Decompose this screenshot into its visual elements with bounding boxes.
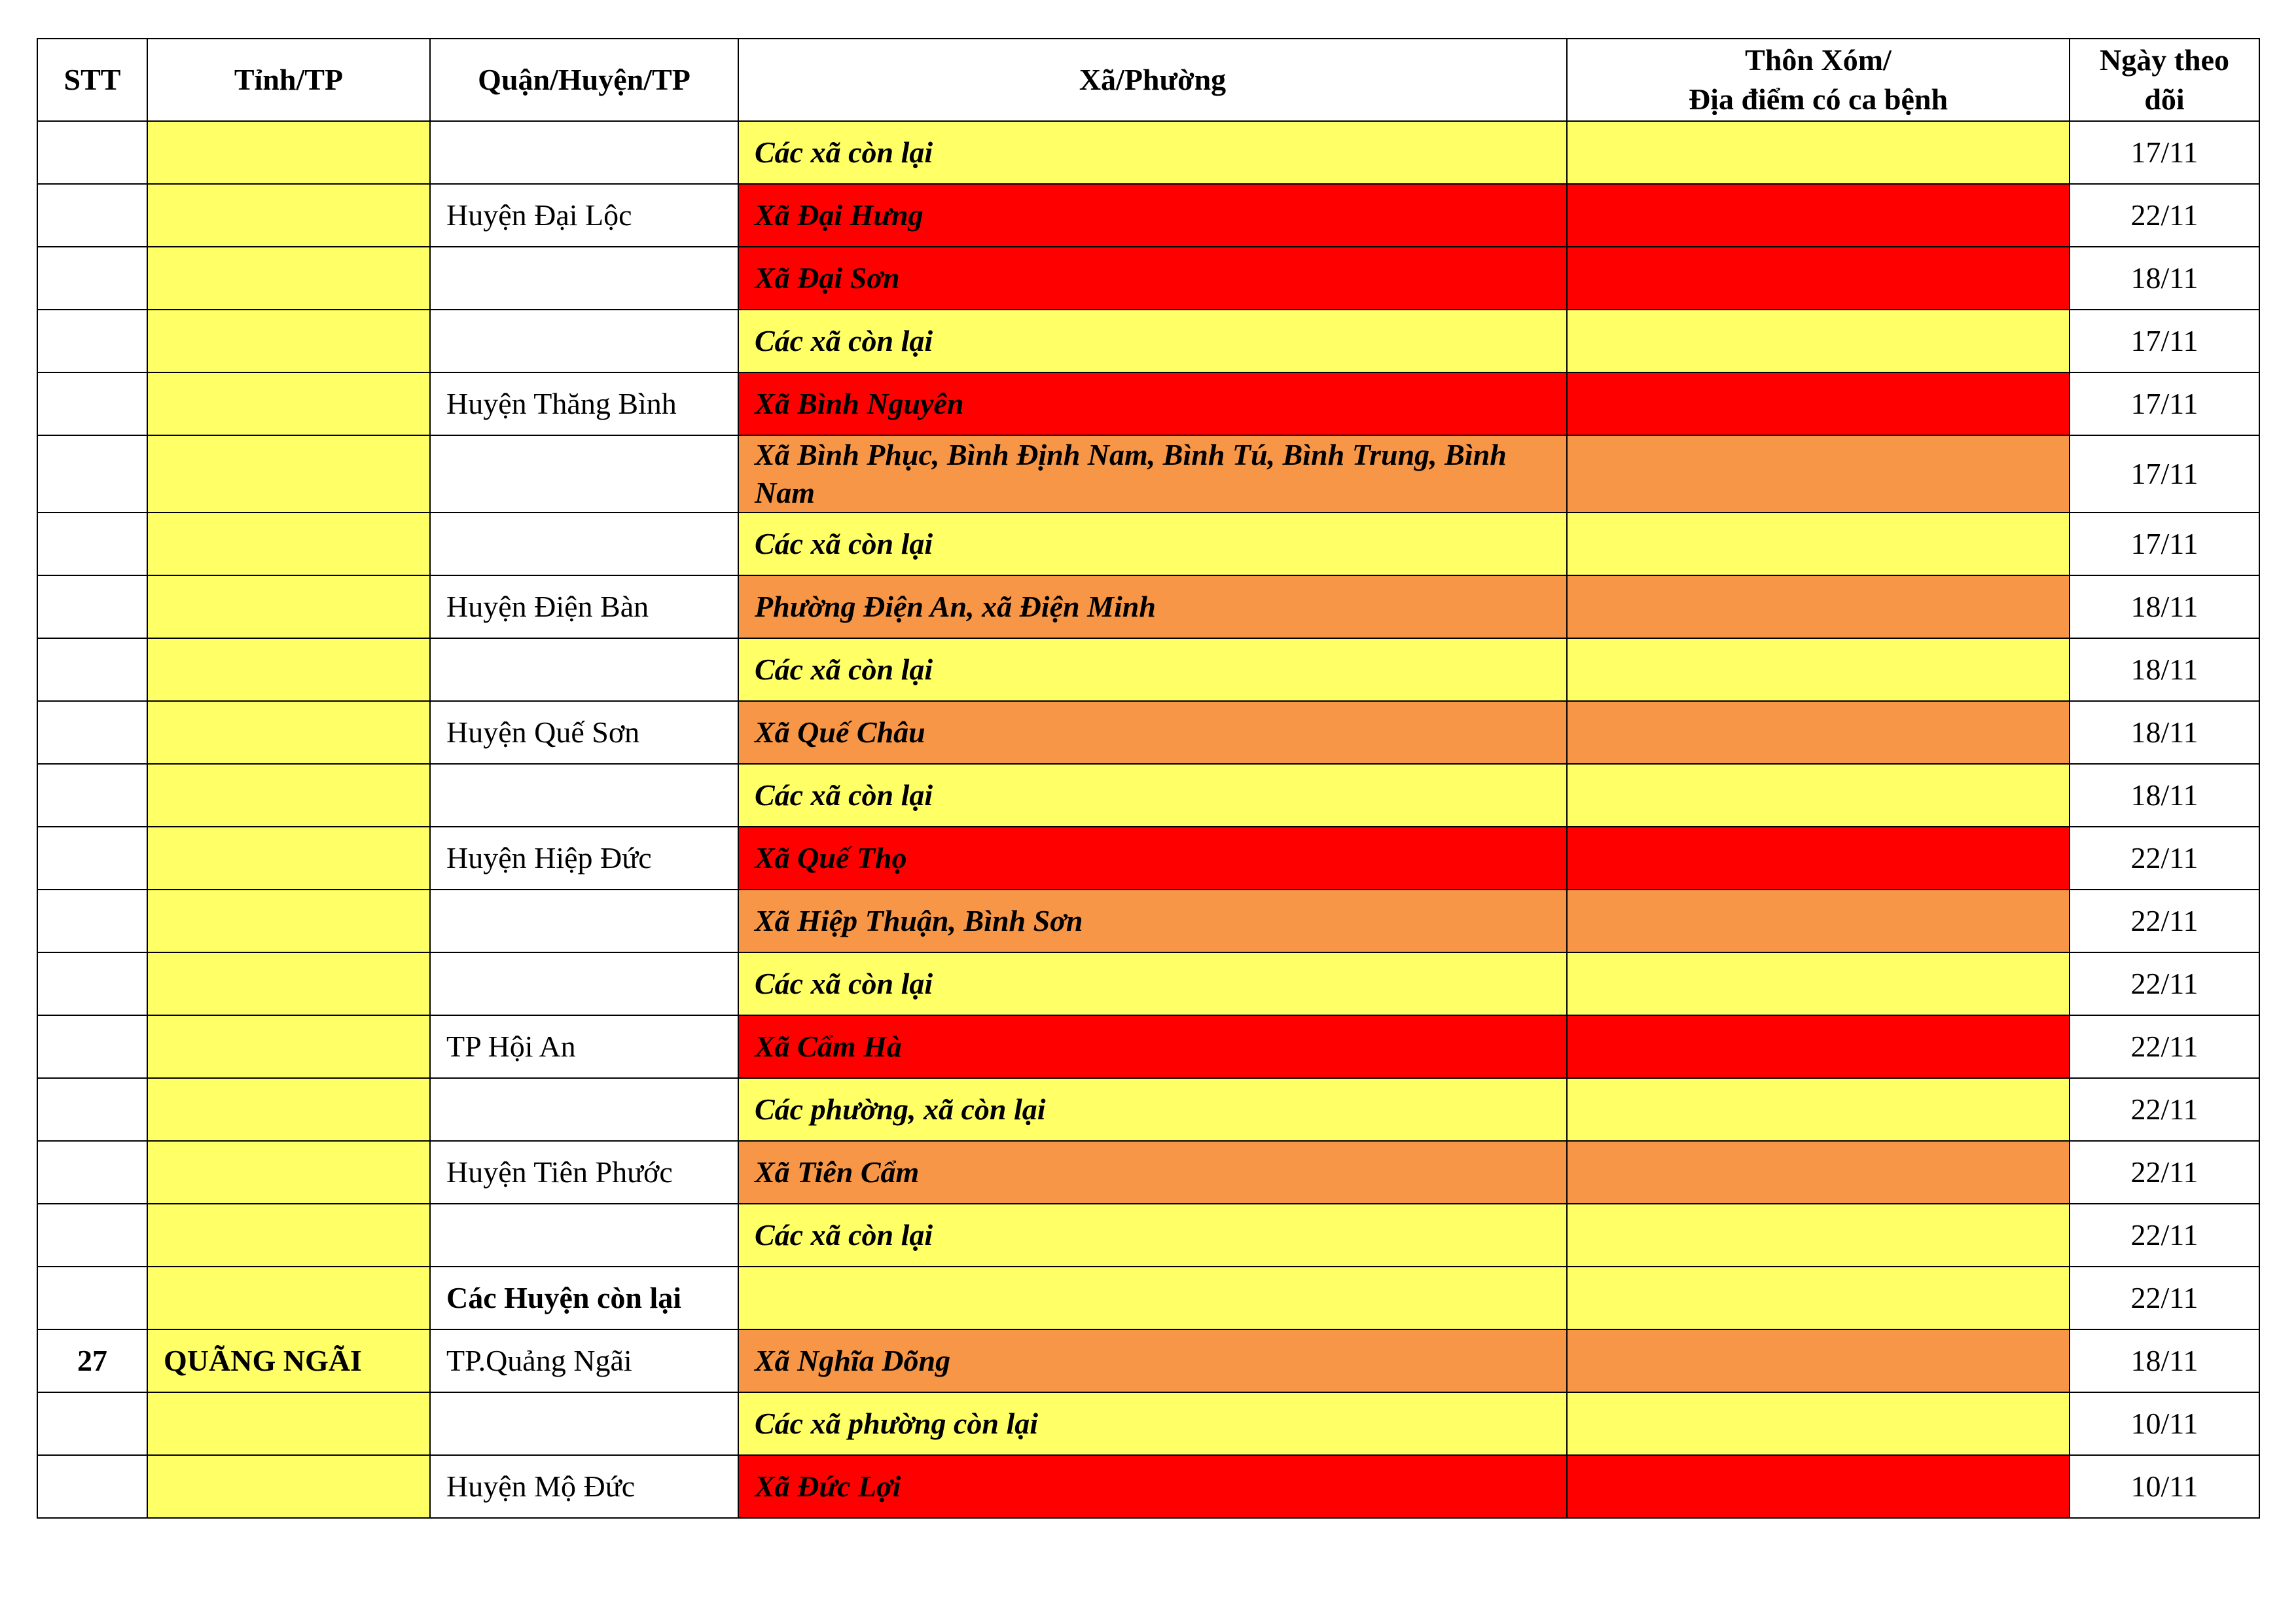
cell-thon bbox=[1567, 1392, 2070, 1455]
cell-ngay: 17/11 bbox=[2070, 121, 2259, 184]
cell-xa: Các phường, xã còn lại bbox=[738, 1078, 1567, 1141]
cell-xa: Các xã còn lại bbox=[738, 638, 1567, 701]
cell-thon bbox=[1567, 827, 2070, 890]
table-row bbox=[37, 1141, 2259, 1204]
table-row bbox=[37, 372, 2259, 435]
cell-stt bbox=[37, 1015, 147, 1078]
table-row bbox=[37, 952, 2259, 1015]
cell-stt bbox=[37, 764, 147, 827]
header-thon bbox=[1567, 39, 2070, 121]
cell-ngay: 22/11 bbox=[2070, 952, 2259, 1015]
table-row bbox=[37, 890, 2259, 952]
cell-quan bbox=[430, 435, 738, 513]
cell-stt bbox=[37, 121, 147, 184]
cell-thon bbox=[1567, 764, 2070, 827]
cell-quan bbox=[430, 513, 738, 575]
cell-tinh bbox=[147, 1455, 430, 1518]
cell-thon bbox=[1567, 310, 2070, 372]
cell-thon bbox=[1567, 1455, 2070, 1518]
cell-thon bbox=[1567, 1267, 2070, 1329]
cell-quan: TP.Quảng Ngãi bbox=[430, 1329, 738, 1392]
cell-tinh bbox=[147, 1141, 430, 1204]
cell-quan: Huyện Mộ Đức bbox=[430, 1455, 738, 1518]
cell-thon bbox=[1567, 638, 2070, 701]
cell-thon bbox=[1567, 701, 2070, 764]
cell-thon bbox=[1567, 1141, 2070, 1204]
header-thon-line1: Thôn Xóm/ bbox=[1745, 43, 1892, 77]
cell-thon bbox=[1567, 372, 2070, 435]
header-ngay bbox=[2070, 39, 2259, 121]
cell-xa: Các xã còn lại bbox=[738, 513, 1567, 575]
table-row bbox=[37, 121, 2259, 184]
table-row bbox=[37, 701, 2259, 764]
cell-thon bbox=[1567, 952, 2070, 1015]
cell-stt bbox=[37, 247, 147, 310]
header-xa: Xã/Phường bbox=[738, 39, 1567, 121]
cell-tinh bbox=[147, 184, 430, 247]
cell-ngay: 22/11 bbox=[2070, 1141, 2259, 1204]
table-row bbox=[37, 1329, 2259, 1392]
cell-tinh bbox=[147, 638, 430, 701]
cell-quan bbox=[430, 247, 738, 310]
cell-xa: Xã Tiên Cẩm bbox=[738, 1141, 1567, 1204]
table-row bbox=[37, 1078, 2259, 1141]
table-body bbox=[37, 121, 2259, 1518]
cell-ngay: 22/11 bbox=[2070, 890, 2259, 952]
cell-tinh bbox=[147, 372, 430, 435]
cell-stt bbox=[37, 310, 147, 372]
cell-ngay: 18/11 bbox=[2070, 701, 2259, 764]
table-row bbox=[37, 513, 2259, 575]
covid-zone-table bbox=[37, 38, 2260, 1519]
cell-xa bbox=[738, 1267, 1567, 1329]
cell-ngay: 22/11 bbox=[2070, 1267, 2259, 1329]
cell-thon bbox=[1567, 890, 2070, 952]
cell-xa: Các xã còn lại bbox=[738, 764, 1567, 827]
table-row bbox=[37, 764, 2259, 827]
cell-xa: Xã Quế Thọ bbox=[738, 827, 1567, 890]
cell-quan bbox=[430, 764, 738, 827]
cell-ngay: 18/11 bbox=[2070, 575, 2259, 638]
cell-tinh bbox=[147, 827, 430, 890]
header-ngay-line1: Ngày theo bbox=[2099, 43, 2230, 77]
cell-tinh bbox=[147, 513, 430, 575]
cell-quan: Huyện Thăng Bình bbox=[430, 372, 738, 435]
cell-xa: Xã Nghĩa Dõng bbox=[738, 1329, 1567, 1392]
cell-xa: Xã Bình Phục, Bình Định Nam, Bình Tú, Bình Trung, Bình Nam bbox=[738, 435, 1567, 513]
cell-quan bbox=[430, 1392, 738, 1455]
cell-ngay: 22/11 bbox=[2070, 1078, 2259, 1141]
cell-quan: Huyện Điện Bàn bbox=[430, 575, 738, 638]
cell-stt bbox=[37, 1078, 147, 1141]
cell-tinh bbox=[147, 1015, 430, 1078]
cell-thon bbox=[1567, 435, 2070, 513]
header-ngay-line2: dõi bbox=[2144, 82, 2185, 116]
cell-quan bbox=[430, 1204, 738, 1267]
cell-thon bbox=[1567, 575, 2070, 638]
cell-xa: Các xã còn lại bbox=[738, 1204, 1567, 1267]
cell-xa: Xã Đại Hưng bbox=[738, 184, 1567, 247]
table-row bbox=[37, 827, 2259, 890]
cell-stt bbox=[37, 1267, 147, 1329]
cell-stt bbox=[37, 372, 147, 435]
cell-stt bbox=[37, 513, 147, 575]
cell-stt bbox=[37, 575, 147, 638]
cell-quan bbox=[430, 1078, 738, 1141]
cell-tinh bbox=[147, 121, 430, 184]
cell-stt bbox=[37, 890, 147, 952]
cell-xa: Các xã phường còn lại bbox=[738, 1392, 1567, 1455]
cell-stt bbox=[37, 638, 147, 701]
table-row bbox=[37, 575, 2259, 638]
cell-quan bbox=[430, 890, 738, 952]
cell-quan bbox=[430, 638, 738, 701]
cell-ngay: 17/11 bbox=[2070, 513, 2259, 575]
cell-thon bbox=[1567, 513, 2070, 575]
cell-stt bbox=[37, 435, 147, 513]
table-row bbox=[37, 184, 2259, 247]
cell-quan bbox=[430, 952, 738, 1015]
cell-xa: Xã Đại Sơn bbox=[738, 247, 1567, 310]
cell-xa: Xã Đức Lợi bbox=[738, 1455, 1567, 1518]
cell-stt bbox=[37, 827, 147, 890]
cell-ngay: 22/11 bbox=[2070, 184, 2259, 247]
cell-tinh bbox=[147, 435, 430, 513]
cell-stt bbox=[37, 1204, 147, 1267]
cell-ngay: 18/11 bbox=[2070, 247, 2259, 310]
table-row bbox=[37, 1204, 2259, 1267]
cell-quan bbox=[430, 121, 738, 184]
cell-xa: Xã Quế Châu bbox=[738, 701, 1567, 764]
cell-thon bbox=[1567, 184, 2070, 247]
table-row bbox=[37, 1267, 2259, 1329]
header-stt: STT bbox=[37, 39, 147, 121]
table-row bbox=[37, 638, 2259, 701]
cell-xa: Xã Bình Nguyên bbox=[738, 372, 1567, 435]
cell-tinh bbox=[147, 952, 430, 1015]
cell-stt bbox=[37, 952, 147, 1015]
cell-xa: Các xã còn lại bbox=[738, 310, 1567, 372]
cell-ngay: 17/11 bbox=[2070, 310, 2259, 372]
header-tinh: Tỉnh/TP bbox=[147, 39, 430, 121]
cell-ngay: 22/11 bbox=[2070, 1015, 2259, 1078]
cell-xa: Xã Hiệp Thuận, Bình Sơn bbox=[738, 890, 1567, 952]
cell-ngay: 18/11 bbox=[2070, 1329, 2259, 1392]
cell-tinh bbox=[147, 247, 430, 310]
cell-ngay: 22/11 bbox=[2070, 1204, 2259, 1267]
cell-tinh bbox=[147, 1392, 430, 1455]
cell-quan bbox=[430, 310, 738, 372]
cell-quan: Huyện Đại Lộc bbox=[430, 184, 738, 247]
table-row bbox=[37, 1392, 2259, 1455]
cell-ngay: 10/11 bbox=[2070, 1392, 2259, 1455]
cell-thon bbox=[1567, 1329, 2070, 1392]
cell-thon bbox=[1567, 247, 2070, 310]
cell-quan: TP Hội An bbox=[430, 1015, 738, 1078]
table-row bbox=[37, 310, 2259, 372]
cell-stt bbox=[37, 701, 147, 764]
cell-tinh bbox=[147, 890, 430, 952]
cell-ngay: 18/11 bbox=[2070, 764, 2259, 827]
header-quan: Quận/Huyện/TP bbox=[430, 39, 738, 121]
cell-tinh bbox=[147, 701, 430, 764]
cell-stt: 27 bbox=[37, 1329, 147, 1392]
cell-ngay: 10/11 bbox=[2070, 1455, 2259, 1518]
cell-ngay: 17/11 bbox=[2070, 372, 2259, 435]
cell-xa: Phường Điện An, xã Điện Minh bbox=[738, 575, 1567, 638]
header-thon-line2: Địa điểm có ca bệnh bbox=[1688, 82, 1948, 116]
cell-quan: Huyện Hiệp Đức bbox=[430, 827, 738, 890]
cell-ngay: 22/11 bbox=[2070, 827, 2259, 890]
cell-tinh: QUÃNG NGÃI bbox=[147, 1329, 430, 1392]
table-row bbox=[37, 435, 2259, 513]
table-row bbox=[37, 1015, 2259, 1078]
cell-ngay: 17/11 bbox=[2070, 435, 2259, 513]
cell-xa: Xã Cẩm Hà bbox=[738, 1015, 1567, 1078]
cell-ngay: 18/11 bbox=[2070, 638, 2259, 701]
cell-xa: Các xã còn lại bbox=[738, 952, 1567, 1015]
cell-thon bbox=[1567, 121, 2070, 184]
cell-stt bbox=[37, 1141, 147, 1204]
table-row bbox=[37, 247, 2259, 310]
cell-tinh bbox=[147, 310, 430, 372]
cell-tinh bbox=[147, 575, 430, 638]
cell-stt bbox=[37, 184, 147, 247]
table-row bbox=[37, 1455, 2259, 1518]
cell-stt bbox=[37, 1392, 147, 1455]
cell-tinh bbox=[147, 764, 430, 827]
cell-tinh bbox=[147, 1204, 430, 1267]
cell-stt bbox=[37, 1455, 147, 1518]
cell-xa: Các xã còn lại bbox=[738, 121, 1567, 184]
cell-quan: Huyện Quế Sơn bbox=[430, 701, 738, 764]
cell-thon bbox=[1567, 1015, 2070, 1078]
cell-tinh bbox=[147, 1267, 430, 1329]
cell-thon bbox=[1567, 1204, 2070, 1267]
cell-quan: Huyện Tiên Phước bbox=[430, 1141, 738, 1204]
header-row bbox=[37, 39, 2259, 121]
cell-thon bbox=[1567, 1078, 2070, 1141]
cell-quan: Các Huyện còn lại bbox=[430, 1267, 738, 1329]
cell-tinh bbox=[147, 1078, 430, 1141]
